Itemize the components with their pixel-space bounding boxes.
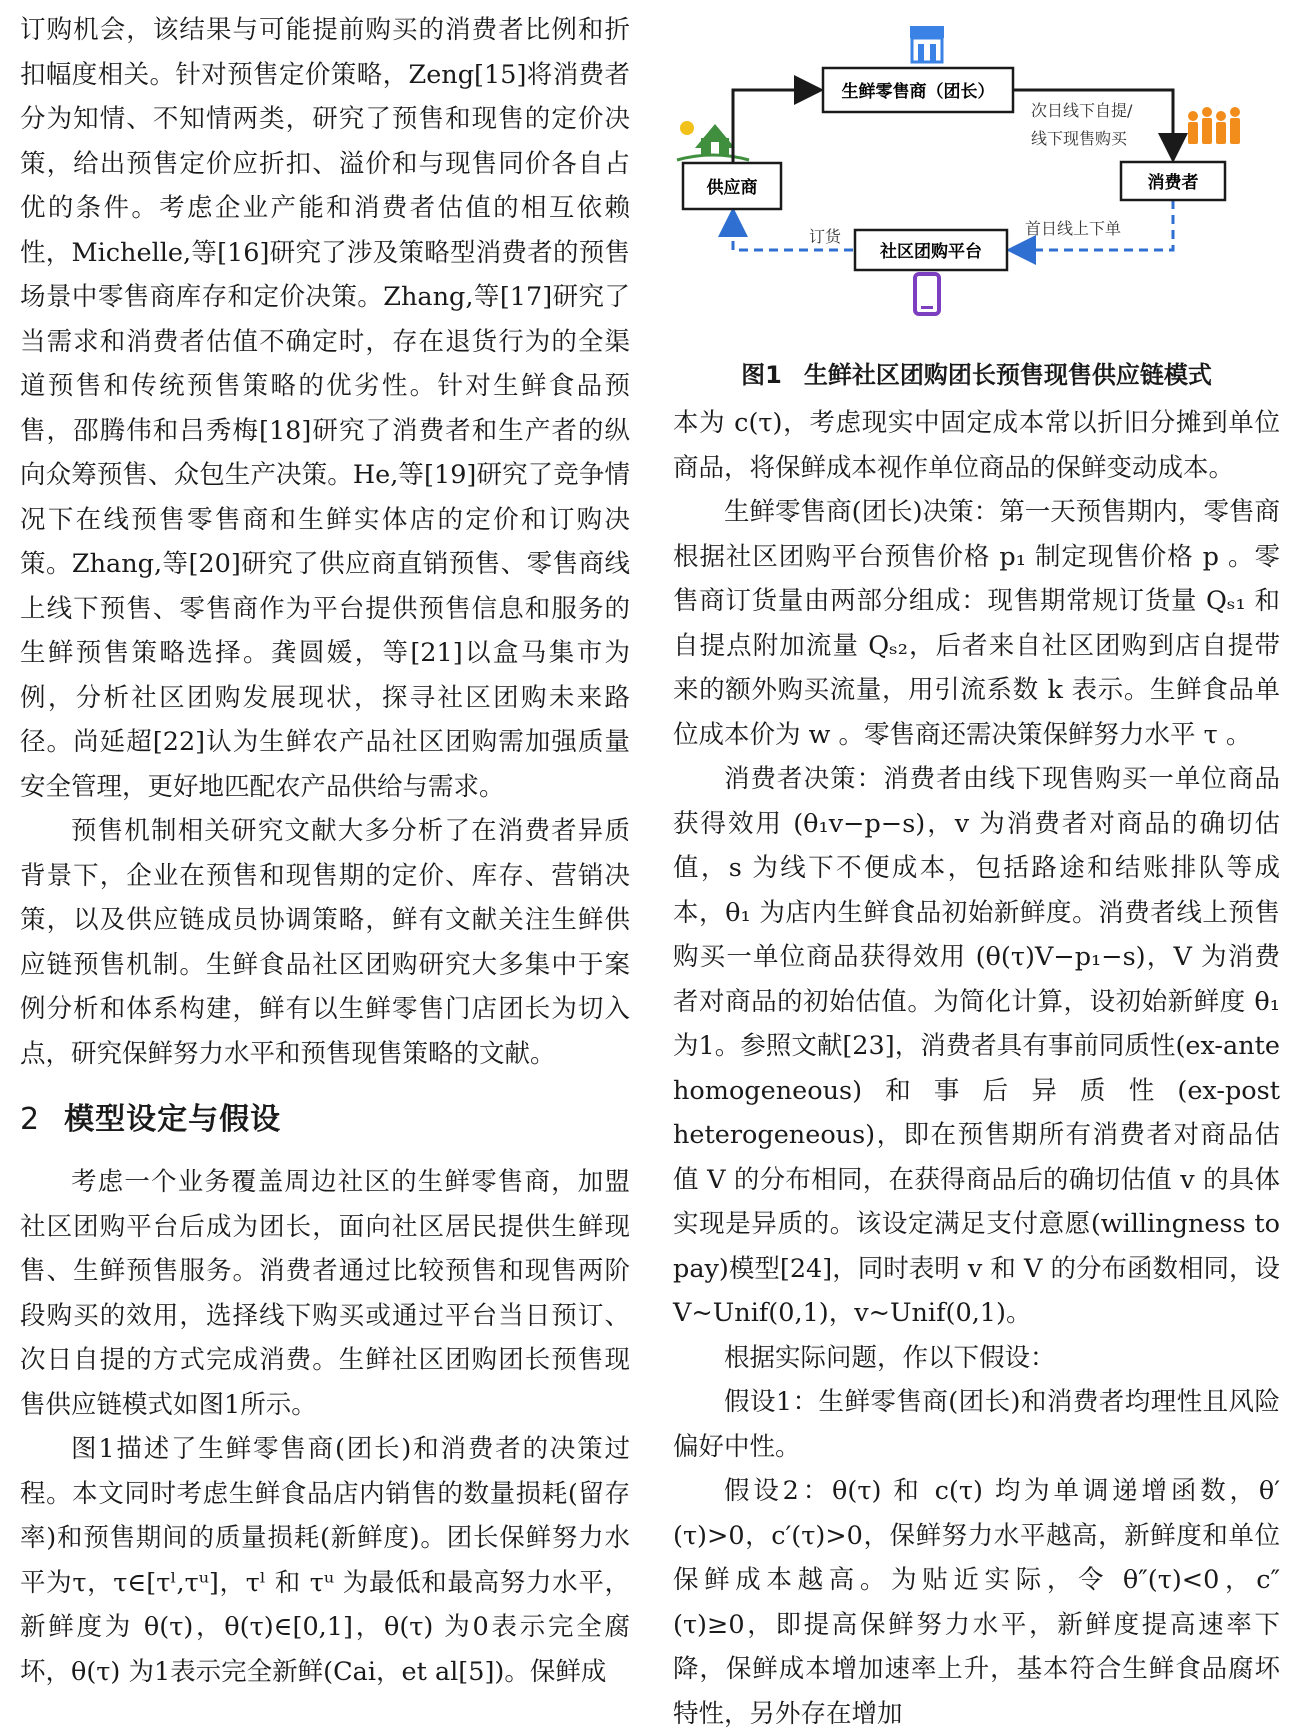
paragraph: 图1描述了生鲜零售商(团长)和消费者的决策过程。本文同时考虑生鲜食品店内销售的数量损耗(留存率)和预售期间的质量损耗(新鲜度)。团长保鲜努力水平为τ，τ∈[τˡ,τᵘ]，τˡ 和 τᵘ 为最低和最高努力水平，新鲜度为 θ(τ)，θ(τ)∈[0,1]，θ(τ) 为0表示完全腐坏，θ(τ) 为1表示完全新鲜(Cai，et al[5])。保鲜成 [20, 1434, 630, 1687]
platform-label: 社区团购平台 [880, 242, 982, 262]
consumer-label: 消费者 [1147, 173, 1199, 193]
paragraph: 考虑一个业务覆盖周边社区的生鲜零售商，加盟社区团购平台后成为团长，面向社区居民提供生鲜现售、生鲜预售服务。消费者通过比较预售和现售两阶段购买的效用，选择线下购买或通过平台当日预订、次日自提的方式完成消费。生鲜社区团购团长预售现售供应链模式如图1所示。 [20, 1167, 630, 1420]
right-column [673, 8, 1280, 1736]
left-column [20, 8, 630, 1694]
paragraph: 根据实际问题，作以下假设： [724, 1342, 1056, 1373]
edge-label-first-day: 首日线上下单 [1025, 219, 1122, 238]
paragraph: 假设2：θ(τ) 和 c(τ) 均为单调递增函数，θ′(τ)>0，c′(τ)>0，保鲜努力水平越高，新鲜度和单位保鲜成本越高。为贴近实际，令 θ″(τ)<0，c″(τ)≥0，即提高保鲜努力水平，新鲜度提高速率下降，保鲜成本增加速率上升，基本符合生鲜食品腐坏特性，另外存在增加 [673, 1476, 1280, 1729]
edge-label-order: 订货 [809, 227, 842, 246]
figure-1 [673, 8, 1280, 353]
people-icon [1188, 107, 1240, 144]
retailer-label: 生鲜零售商（团长） [841, 82, 995, 102]
phone-icon [915, 274, 939, 314]
supplier-label: 供应商 [706, 178, 758, 198]
figure-number: 图1 [741, 361, 782, 389]
paragraph: 订购机会，该结果与可能提前购买的消费者比例和折扣幅度相关。针对预售定价策略，Zeng[15]将消费者分为知情、不知情两类，研究了预售和现售的定价决策，给出预售定价应折扣、溢价和与现售同价各自占优的条件。考虑企业产能和消费者估值的相互依赖性，Michelle,等[16]研究了涉及策略型消费者的预售场景中零售商库存和定价决策。Zhang,等[17]研究了当需求和消费者估值不确定时，存在退货行为的全渠道预售和传统预售策略的优劣性。针对生鲜食品预售，邵腾伟和吕秀梅[18]研究了消费者和生产者的纵向众筹预售、众包生产决策。He,等[19]研究了竞争情况下在线预售零售商和生鲜实体店的定价和订购决策。Zhang,等[20]研究了供应商直销预售、零售商线上线下预售、零售商作为平台提供预售信息和服务的生鲜预售策略选择。龚圆媛，等[21]以盒马集市为例，分析社区团购发展现状，探寻社区团购未来路径。尚延超[22]认为生鲜农产品社区团购需加强质量安全管理，更好地匹配农产品供给与需求。 [20, 15, 630, 802]
edge-supplier-to-retailer [733, 90, 821, 163]
edge-label-offline-1: 次日线下自提/ [1031, 101, 1133, 120]
farm-icon [677, 121, 749, 160]
section-title: 模型设定与假设 [64, 1102, 282, 1137]
paragraph: 生鲜零售商(团长)决策：第一天预售期内，零售商根据社区团购平台预售价格 p₁ 制定现售价格 p 。零售商订货量由两部分组成：现售期常规订货量 Qₛ₁ 和自提点附加流量 Qₛ₂，后者来自社区团购到店自提带来的额外购买流量，用引流系数 k 表示。生鲜食品单位成本价为 w 。零售商还需决策保鲜努力水平 τ 。 [673, 497, 1280, 750]
store-icon [910, 26, 944, 62]
paragraph: 本为 c(τ)，考虑现实中固定成本常以折旧分摊到单位商品，将保鲜成本视作单位商品的保鲜变动成本。 [673, 408, 1280, 483]
figure-caption [673, 355, 1280, 395]
section-number: 2 [20, 1102, 41, 1137]
paragraph: 假设1：生鲜零售商(团长)和消费者均理性且风险偏好中性。 [673, 1387, 1280, 1462]
edge-label-offline-2: 线下现售购买 [1031, 129, 1128, 148]
paragraph: 消费者决策：消费者由线下现售购买一单位商品获得效用 (θ₁v−p−s)，v 为消费者对商品的确切估值，s 为线下不便成本，包括路途和结账排队等成本，θ₁ 为店内生鲜食品初始新鲜度。消费者线上预售购买一单位商品获得效用 (θ(τ)V−p₁−s)，V 为消费者对商品的初始估值。为简化计算，设初始新鲜度 θ₁ 为1。参照文献[23]，消费者具有事前同质性(ex-ante homogeneous)和事后异质性(ex-post heterogeneous)，即在预售期所有消费者对商品估值 V 的分布相同，在获得商品后的确切估值 v 的具体实现是异质的。该设定满足支付意愿(willingness to pay)模型[24]，同时表明 v 和 V 的分布函数相同，设 V~Unif(0,1)，v~Unif(0,1)。 [673, 764, 1280, 1328]
supply-chain-diagram [673, 8, 1280, 353]
figure-caption-text: 生鲜社区团购团长预售现售供应链模式 [803, 361, 1212, 389]
paragraph: 预售机制相关研究文献大多分析了在消费者异质背景下，企业在预售和现售期的定价、库存、营销决策，以及供应链成员协调策略，鲜有文献关注生鲜供应链预售机制。生鲜食品社区团购研究大多集中于案例分析和体系构建，鲜有以生鲜零售门店团长为切入点，研究保鲜努力水平和预售现售策略的文献。 [20, 816, 630, 1069]
section-heading [20, 1098, 630, 1142]
